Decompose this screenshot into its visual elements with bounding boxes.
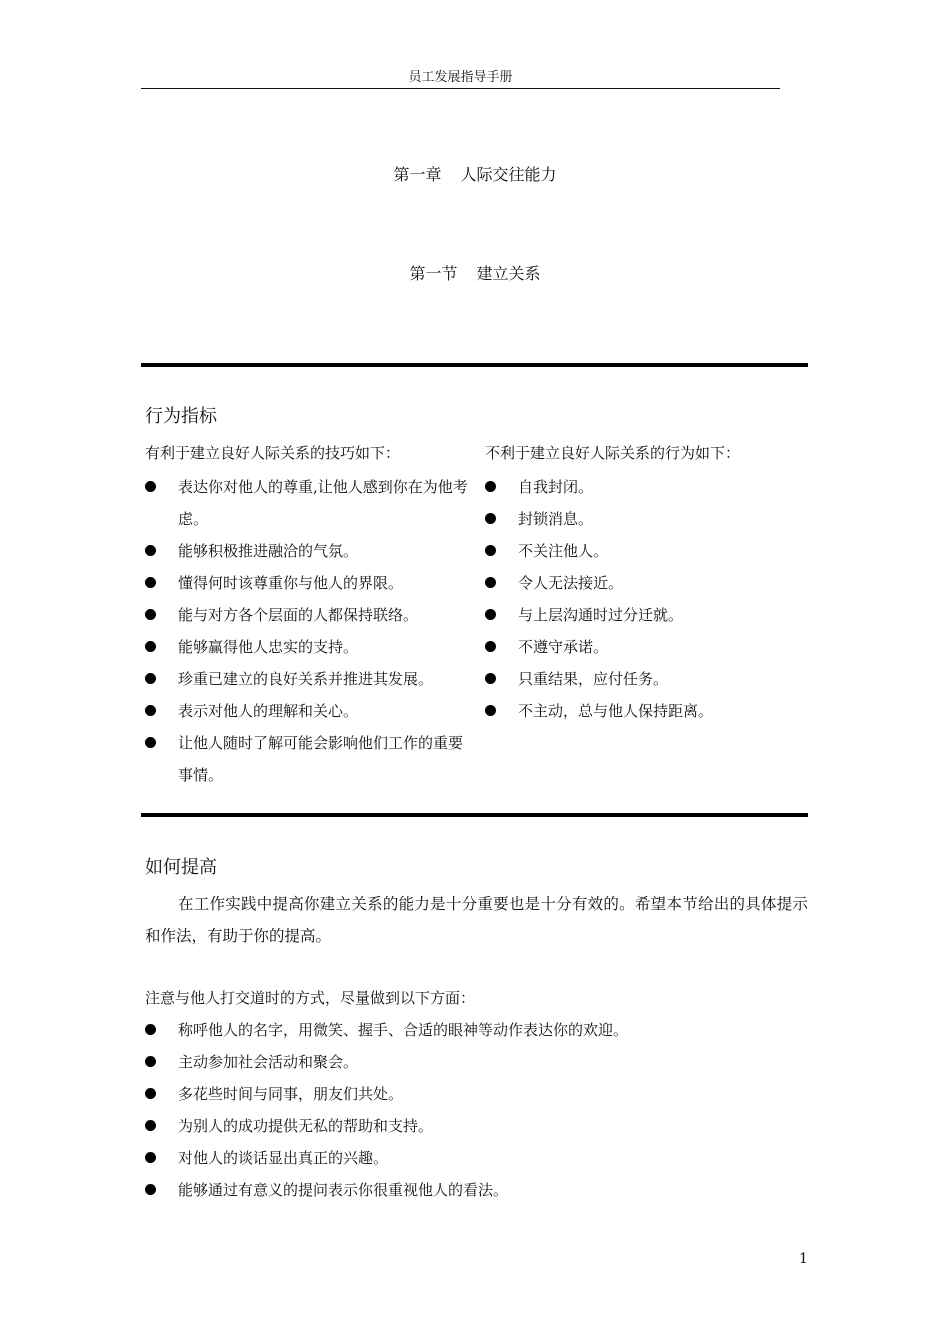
list-item: 表示对他人的理解和关心。 (145, 695, 475, 727)
bullet-icon (145, 1024, 156, 1035)
section-divider-bottom (141, 813, 808, 817)
negative-list (485, 471, 805, 727)
list-item: 珍重已建立的良好关系并推进其发展。 (145, 663, 475, 695)
positive-list (145, 471, 475, 791)
bullet-icon (485, 673, 496, 684)
bullet-icon (145, 673, 156, 684)
bullet-icon (145, 1056, 156, 1067)
list-item: 表达你对他人的尊重,让他人感到你在为他考虑。 (145, 471, 475, 535)
bullet-icon (145, 1152, 156, 1163)
bullet-icon (145, 1184, 156, 1195)
list-item: 不遵守承诺。 (485, 631, 805, 663)
list-item: 令人无法接近。 (485, 567, 805, 599)
section-divider-top (141, 363, 808, 367)
bullet-icon (145, 641, 156, 652)
bullet-icon (145, 545, 156, 556)
bullet-icon (485, 545, 496, 556)
bullet-icon (145, 1088, 156, 1099)
improve-heading: 如何提高 (145, 857, 217, 878)
positive-behaviors-column (145, 441, 475, 791)
bullet-icon (145, 1120, 156, 1131)
improve-paragraph: 在工作实践中提高你建立关系的能力是十分重要也是十分有效的。希望本节给出的具体提示和作法，有助于你的提高。 (145, 895, 808, 945)
list-item: 对他人的谈话显出真正的兴趣。 (145, 1142, 808, 1174)
bullet-icon (145, 577, 156, 588)
positive-intro: 有利于建立良好人际关系的技巧如下： (145, 444, 401, 462)
bullet-icon (485, 609, 496, 620)
list-item: 称呼他人的名字，用微笑、握手、合适的眼神等动作表达你的欢迎。 (145, 1014, 808, 1046)
list-item: 能与对方各个层面的人都保持联络。 (145, 599, 475, 631)
bullet-icon (145, 481, 156, 492)
list-item: 为别人的成功提供无私的帮助和支持。 (145, 1110, 808, 1142)
bullet-icon (145, 737, 156, 748)
list-item: 懂得何时该尊重你与他人的界限。 (145, 567, 475, 599)
list-item: 不关注他人。 (485, 535, 805, 567)
list-item: 主动参加社会活动和聚会。 (145, 1046, 808, 1078)
list-item: 多花些时间与同事，朋友们共处。 (145, 1078, 808, 1110)
bullet-icon (485, 705, 496, 716)
list-item: 能够积极推进融洽的气氛。 (145, 535, 475, 567)
header-divider (141, 88, 780, 89)
negative-intro: 不利于建立良好人际关系的行为如下： (485, 444, 741, 462)
list-item: 封锁消息。 (485, 503, 805, 535)
bullet-icon (485, 481, 496, 492)
behavior-heading: 行为指标 (145, 406, 217, 427)
list-item: 只重结果，应付任务。 (485, 663, 805, 695)
list-item: 不主动，总与他人保持距离。 (485, 695, 805, 727)
page-number: 1 (799, 1251, 808, 1267)
improve-list-intro: 注意与他人打交道时的方式，尽量做到以下方面： (145, 989, 476, 1007)
list-item: 自我封闭。 (485, 471, 805, 503)
bullet-icon (145, 705, 156, 716)
bullet-icon (485, 641, 496, 652)
list-item: 与上层沟通时过分迁就。 (485, 599, 805, 631)
bullet-icon (485, 513, 496, 524)
negative-behaviors-column (485, 441, 805, 727)
chapter-title: 第一章 人际交往能力 (393, 165, 557, 184)
improve-list (145, 1014, 808, 1206)
section-title: 第一节 建立关系 (409, 264, 541, 283)
running-header: 员工发展指导手册 (408, 70, 513, 85)
bullet-icon (145, 609, 156, 620)
list-item: 让他人随时了解可能会影响他们工作的重要事情。 (145, 727, 475, 791)
list-item: 能够通过有意义的提问表示你很重视他人的看法。 (145, 1174, 808, 1206)
list-item: 能够赢得他人忠实的支持。 (145, 631, 475, 663)
bullet-icon (485, 577, 496, 588)
